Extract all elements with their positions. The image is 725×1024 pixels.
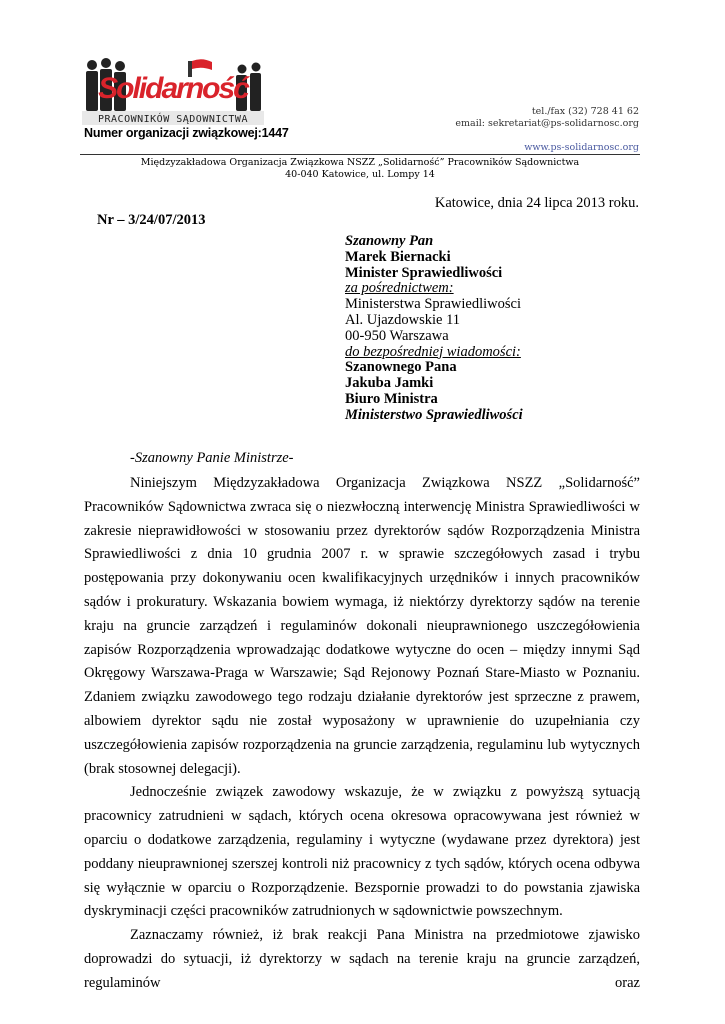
body-paragraph-2: Jednocześnie związek zawodowy wskazuje, że w związku z powyższą sytuacją pracownicy zatrudnieni w sądach, których ocena okresowa opracowywana jest również w oparciu o dodatkowe zarządzenia, regulaminy i wytyczne (wydawane przez dyrektora) jest poddany nieuprawnionej szerszej kontroli niż pracownicy z tych sądów, których ocena odbywa się wyłącznie w oparciu o Rozporządzenie. Bezspornie prowadzi to do powstania zjawiska dyskryminacji części pracowników zatrudnionych w sądownictwie powszechnym. [84, 784, 640, 920]
addressee-block [345, 234, 523, 424]
contact-tel-fax: tel./fax (32) 728 41 62 [531, 106, 639, 117]
via-city: 00-950 Warszawa [345, 327, 449, 344]
organization-name: Międzyzakładowa Organizacja Związkowa NSZZ „Solidarność” Pracowników Sądownictwa [140, 157, 580, 168]
body-paragraph-3: Zaznaczamy również, iż brak reakcji Pana Ministra na przedmiotowe zjawisko doprowadzi do sytuacji, iż dyrektorzy w sądach na terenie kraju na gruncie zarządzeń, regulaminów oraz [84, 927, 640, 991]
cc-name: Jakuba Jamki [345, 375, 434, 392]
cc-greeting: Szanownego Pana [345, 359, 457, 376]
addressee-name: Marek Biernacki [345, 248, 451, 265]
contact-email: email: sekretariat@ps-solidarnosc.org [455, 118, 639, 129]
addressee-title: Minister Sprawiedliwości [345, 264, 503, 281]
via-label: za pośrednictwem: [345, 280, 454, 297]
via-street: Al. Ujazdowskie 11 [345, 311, 461, 328]
solidarnosc-logo-graphic [80, 55, 266, 131]
addressee-greeting: Szanowny Pan [345, 233, 434, 249]
cc-label: do bezpośredniej wiadomości: [345, 343, 521, 360]
contact-website[interactable]: www.ps-solidarnosc.org [524, 142, 639, 153]
letter-body [84, 472, 640, 996]
body-paragraph-1: Niniejszym Międzyzakładowa Organizacja Związkowa NSZZ „Solidarność” Pracowników Sądownictwa zwraca się o niezwłoczną interwencję Ministra Sprawiedliwości w zakresie nieprawidłowości w stosowaniu przez dyrektorów sądów Rozporządzenia Ministra Sprawiedliwości z dnia 10 grudnia 2007 r. w sprawie szczegółowych zasad i trybu postępowania przy dokonywaniu ocen kwalifikacyjnych urzędników i innych pracowników sądów i prokuratury. Wskazania bowiem wymaga, iż niektórzy dyrektorzy sądów na terenie kraju na gruncie zarządzeń i regulaminów dokonali nieuprawnionego uszczegółowienia zapisów Rozporządzenia wprowadzając dodatkowe wytyczne do ocen – między innymi Sąd Okręgowy Warszawa-Praga w Warszawie; Sąd Rejonowy Poznań Stare-Miasto w Poznaniu. Zdaniem związku zawodowego tego rodzaju działanie dyrektorów jest sprzeczne z prawem, albowiem dyrektor sądu nie został wyposażony w uprawnienie do uzupełniania czy uszczegółowienia zapisów rozporządzenia na gruncie zarządzenia, regulaminu lub wytycznych (brak stosownej delegacji). [84, 475, 640, 777]
reference-number: Nr – 3/24/07/2013 [97, 212, 206, 228]
via-organization: Ministerstwa Sprawiedliwości [345, 296, 521, 313]
header-divider [80, 154, 640, 155]
svg-text:Solidarność: Solidarność [98, 72, 248, 105]
cc-title: Biuro Ministra [345, 390, 438, 407]
organization-number: Numer organizacji związkowej:1447 [84, 126, 289, 140]
organization-address: 40-040 Katowice, ul. Lompy 14 [285, 169, 435, 180]
solidarnosc-logo [80, 55, 266, 131]
place-and-date: Katowice, dnia 24 lipca 2013 roku. [434, 195, 639, 211]
salutation: -Szanowny Panie Ministrze- [130, 450, 294, 466]
cc-organization: Ministerstwo Sprawiedliwości [345, 406, 523, 423]
svg-text:PRACOWNIKÓW SĄDOWNICTWA: PRACOWNIKÓW SĄDOWNICTWA [98, 114, 248, 125]
